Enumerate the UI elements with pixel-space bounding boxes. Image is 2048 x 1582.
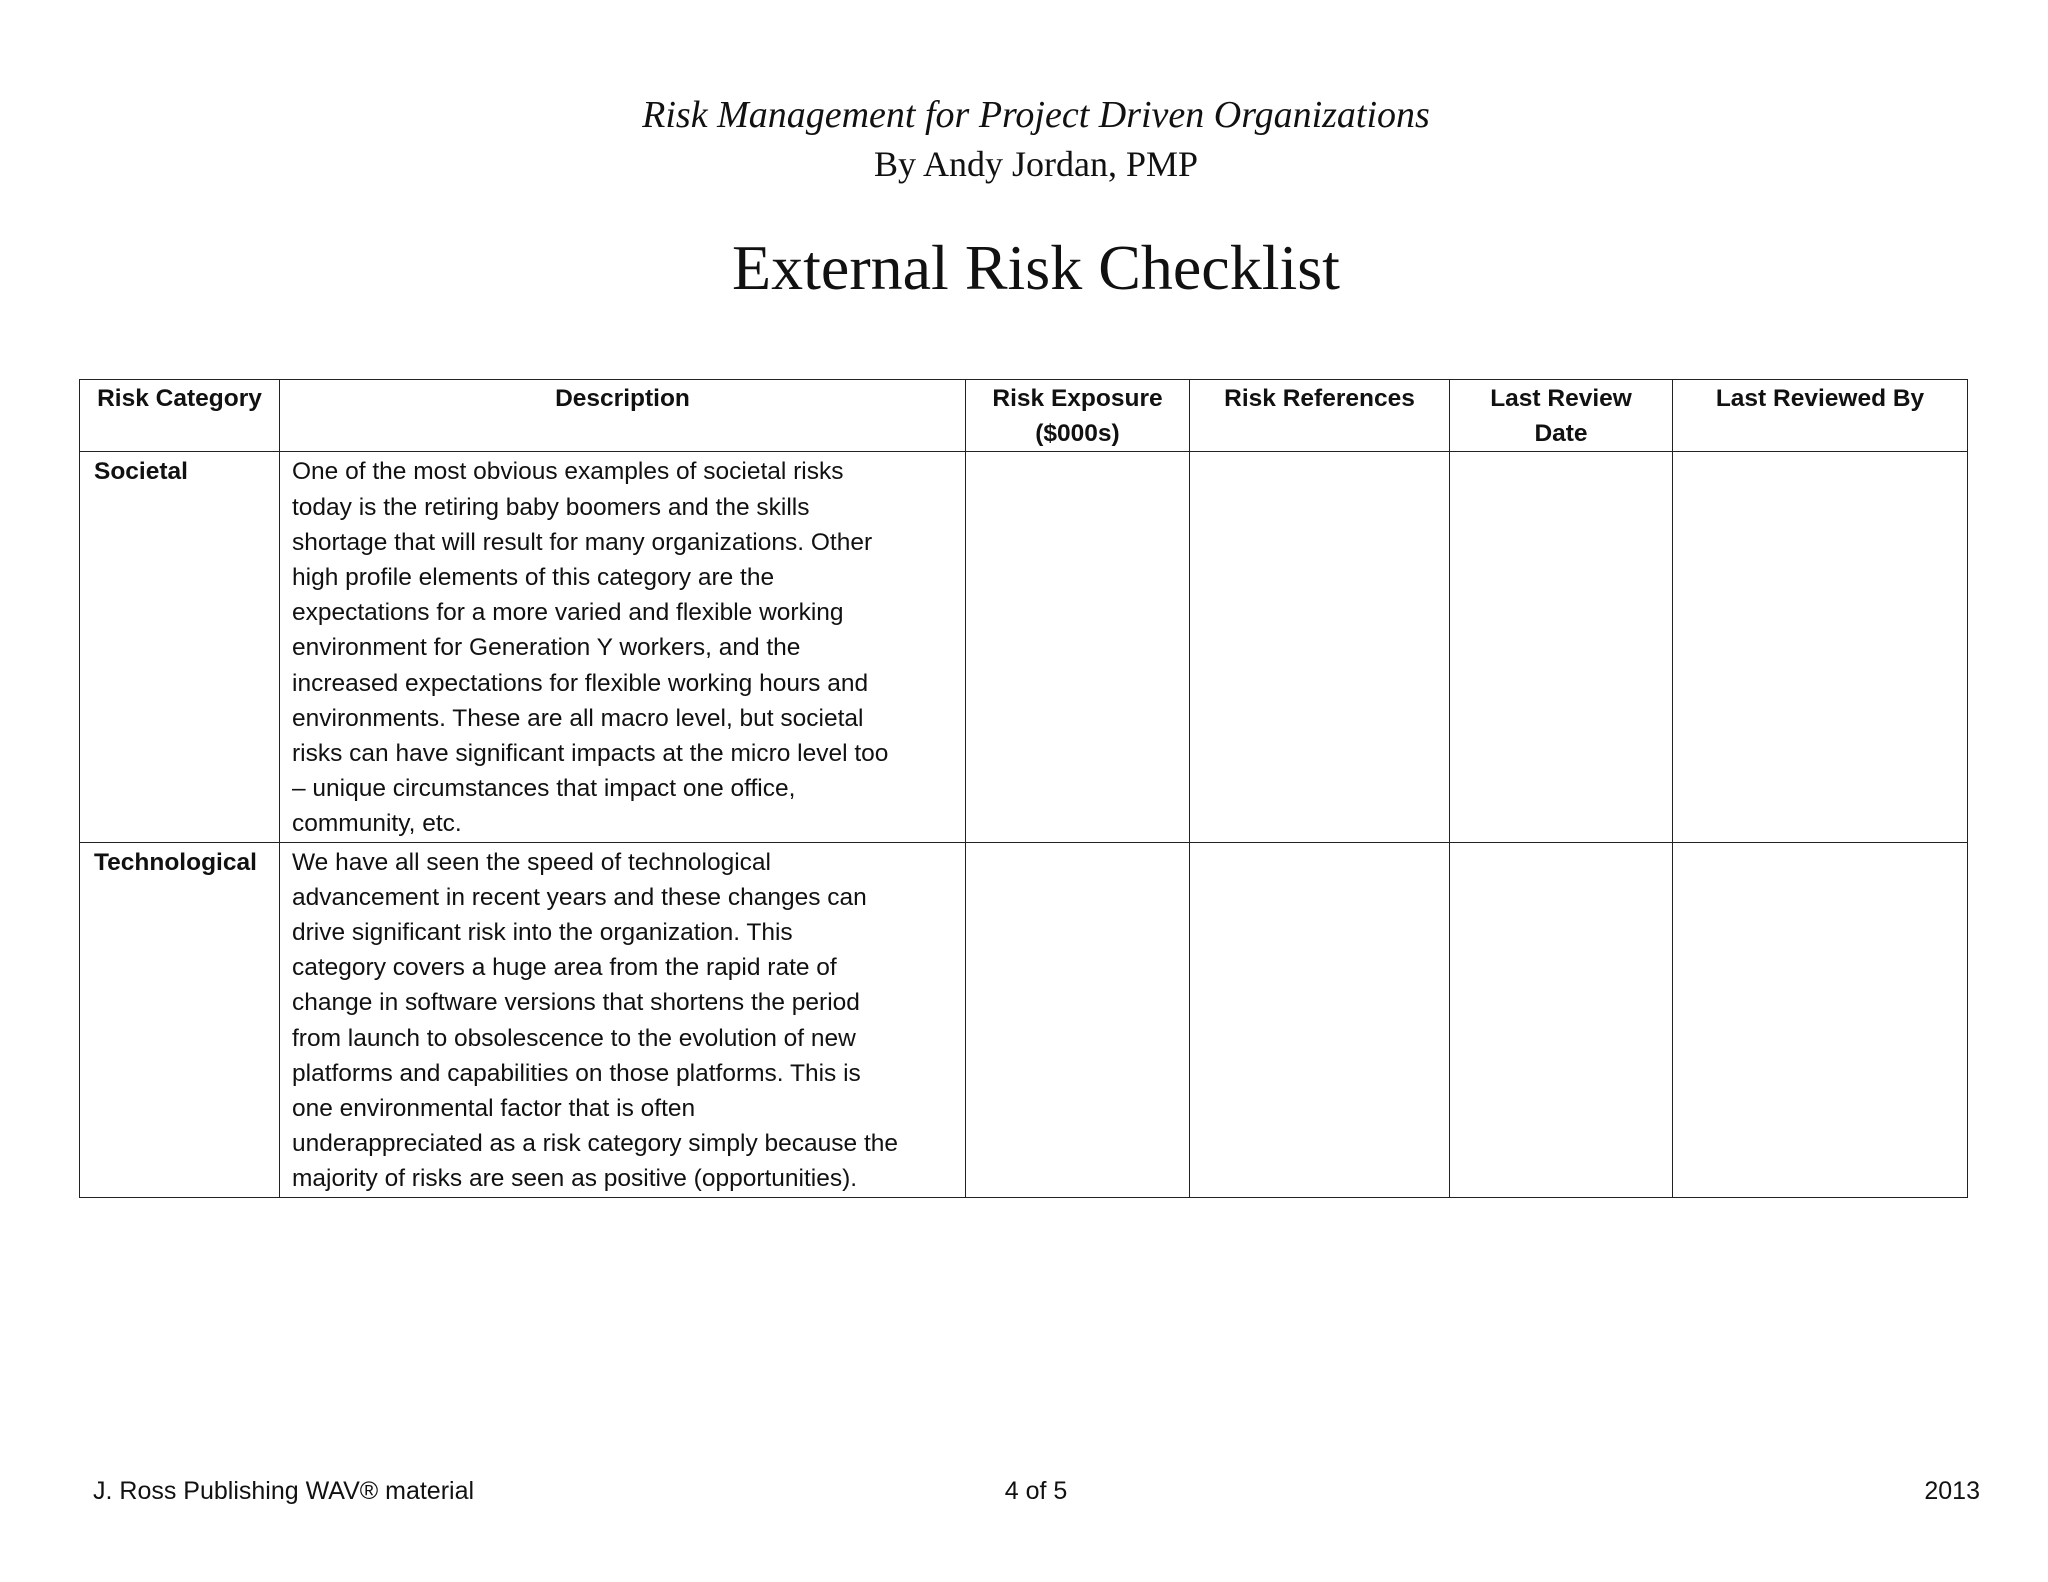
description-cell	[280, 452, 966, 842]
description-line: majority of risks are seen as positive (opportunities).	[292, 1165, 858, 1193]
risk-checklist-table	[79, 379, 1968, 1198]
risk-category-cell: Technological	[80, 842, 280, 1197]
footer-year: 2013	[1924, 1477, 1980, 1505]
book-title: Risk Management for Project Driven Organizations	[642, 94, 1430, 136]
footer-publisher: J. Ross Publishing WAV® material	[93, 1477, 475, 1505]
description-line: expectations for a more varied and flexible working	[292, 599, 844, 627]
description-line: increased expectations for flexible working hours and	[292, 669, 869, 697]
column-header-risk-references: Risk References	[1190, 380, 1450, 452]
description-cell	[280, 842, 966, 1197]
description-line: from launch to obsolescence to the evolution of new	[292, 1024, 856, 1052]
risk-references-cell	[1190, 842, 1450, 1197]
table-row	[80, 842, 1968, 1197]
column-header-last-review-date: Last Review Date	[1450, 380, 1673, 452]
description-line: One of the most obvious examples of societal risks	[292, 458, 844, 486]
description-line: underappreciated as a risk category simply because the	[292, 1130, 899, 1158]
description-line: shortage that will result for many organizations. Other	[292, 528, 873, 556]
table-row	[80, 452, 1968, 842]
description-line: – unique circumstances that impact one office,	[292, 775, 796, 803]
table-header-row	[80, 380, 1968, 452]
column-header-description: Description	[280, 380, 966, 452]
book-author: By Andy Jordan, PMP	[873, 144, 1199, 184]
description-line: one environmental factor that is often	[292, 1095, 696, 1123]
description-line: change in software versions that shortens the period	[292, 989, 860, 1017]
description-line: advancement in recent years and these changes can	[292, 883, 867, 911]
description-line: We have all seen the speed of technological	[292, 848, 771, 876]
risk-exposure-cell	[966, 452, 1190, 842]
risk-exposure-cell	[966, 842, 1190, 1197]
risk-category-cell: Societal	[80, 452, 280, 842]
description-line: today is the retiring baby boomers and the skills	[292, 493, 810, 521]
table-body	[80, 452, 1968, 1197]
last-reviewed-by-cell	[1673, 452, 1968, 842]
description-line: environment for Generation Y workers, and the	[292, 634, 801, 662]
footer-page-number: 4 of 5	[1004, 1477, 1068, 1505]
description-line: risks can have significant impacts at the micro level too	[292, 740, 889, 768]
description-line: drive significant risk into the organization. This	[292, 919, 793, 947]
last-review-date-cell	[1450, 842, 1673, 1197]
page-title: External Risk Checklist	[732, 232, 1340, 303]
risk-references-cell	[1190, 452, 1450, 842]
description-line: high profile elements of this category are the	[292, 564, 775, 592]
column-header-last-reviewed-by: Last Reviewed By	[1673, 380, 1968, 452]
description-line: environments. These are all macro level, but societal	[292, 704, 864, 732]
column-header-risk-category: Risk Category	[80, 380, 280, 452]
description-line: community, etc.	[292, 810, 462, 838]
last-reviewed-by-cell	[1673, 842, 1968, 1197]
column-header-risk-exposure: Risk Exposure ($000s)	[966, 380, 1190, 452]
description-line: category covers a huge area from the rapid rate of	[292, 954, 837, 982]
description-line: platforms and capabilities on those platforms. This is	[292, 1059, 861, 1087]
last-review-date-cell	[1450, 452, 1673, 842]
